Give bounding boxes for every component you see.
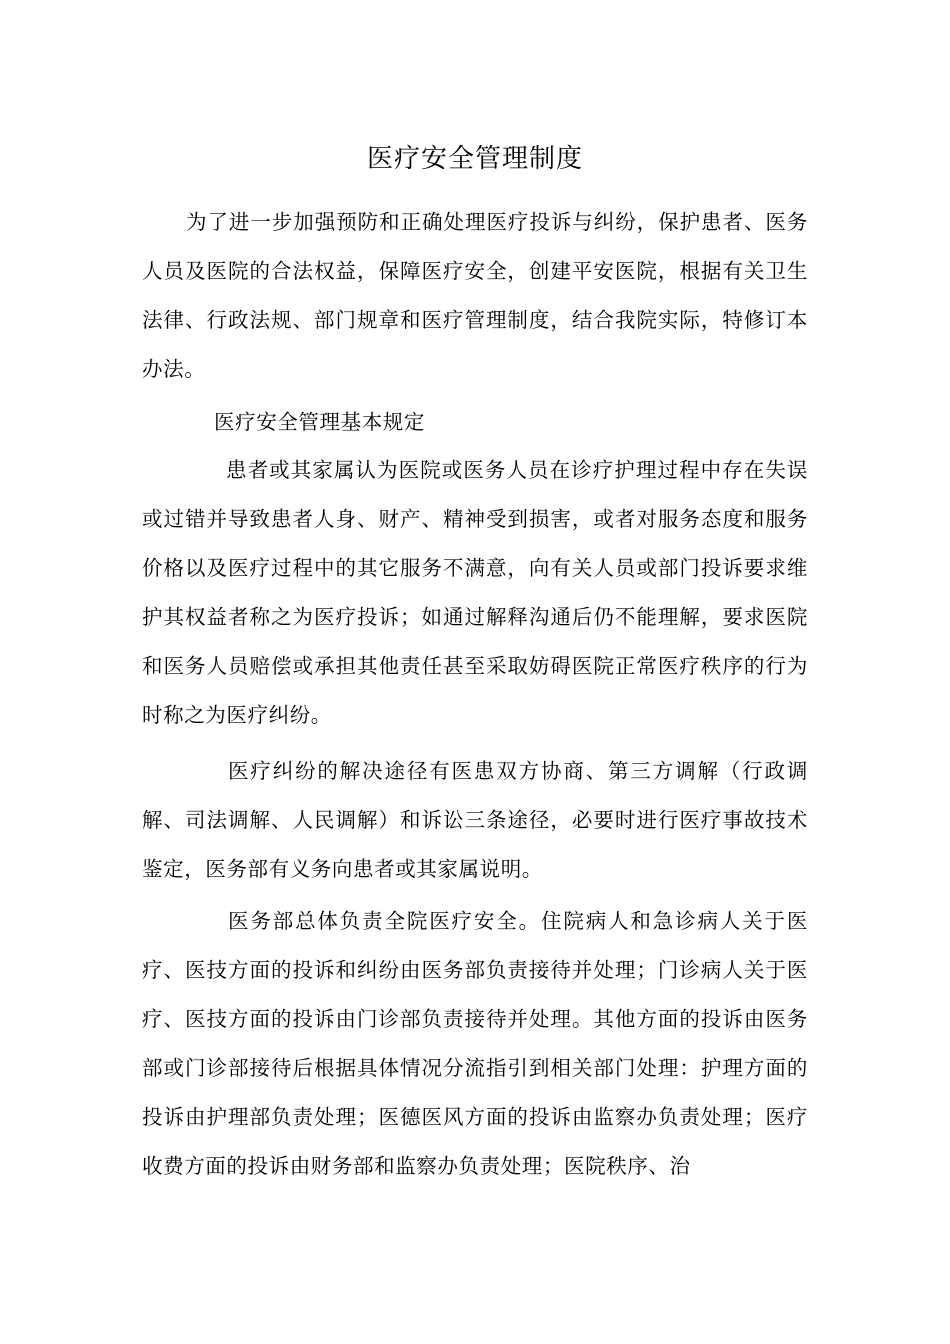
complaint-definition-paragraph: 患者或其家属认为医院或医务人员在诊疗护理过程中存在失误或过错并导致患者人身、财产、精神受到损害，或者对服务态度和服务价格以及医疗过程中的其它服务不满意，向有关人员或部门投诉要求维护其权益者称之为医疗投诉；如通过解释沟通后仍不能理解，要求医院和医务人员赔偿或承担其他责任甚至采取妨碍医院正常医疗秩序的行为时称之为医疗纠纷。: [142, 458, 808, 727]
intro-paragraph: 为了进一步加强预防和正确处理医疗投诉与纠纷，保护患者、医务人员及医院的合法权益，保障医疗安全，创建平安医院，根据有关卫生法律、行政法规、部门规章和医疗管理制度，结合我院实际，特修订本办法。: [142, 210, 808, 381]
responsibility-paragraph: 医务部总体负责全院医疗安全。住院病人和急诊病人关于医疗、医技方面的投诉和纠纷由医务部负责接待并处理；门诊病人关于医疗、医技方面的投诉由门诊部负责接待并处理。其他方面的投诉由医务部或门诊部接待后根据具体情况分流指引到相关部门处理：护理方面的投诉由护理部负责处理；医德医风方面的投诉由监察办负责处理；医疗收费方面的投诉由财务部和监察办负责处理；医院秩序、治: [142, 909, 808, 1178]
dispute-resolution-paragraph: 医疗纠纷的解决途径有医患双方协商、第三方调解（行政调解、司法调解、人民调解）和诉讼三条途径，必要时进行医疗事故技术鉴定，医务部有义务向患者或其家属说明。: [142, 759, 808, 881]
section-heading: 医疗安全管理基本规定: [214, 410, 425, 434]
document-title: 医疗安全管理制度: [366, 144, 583, 174]
